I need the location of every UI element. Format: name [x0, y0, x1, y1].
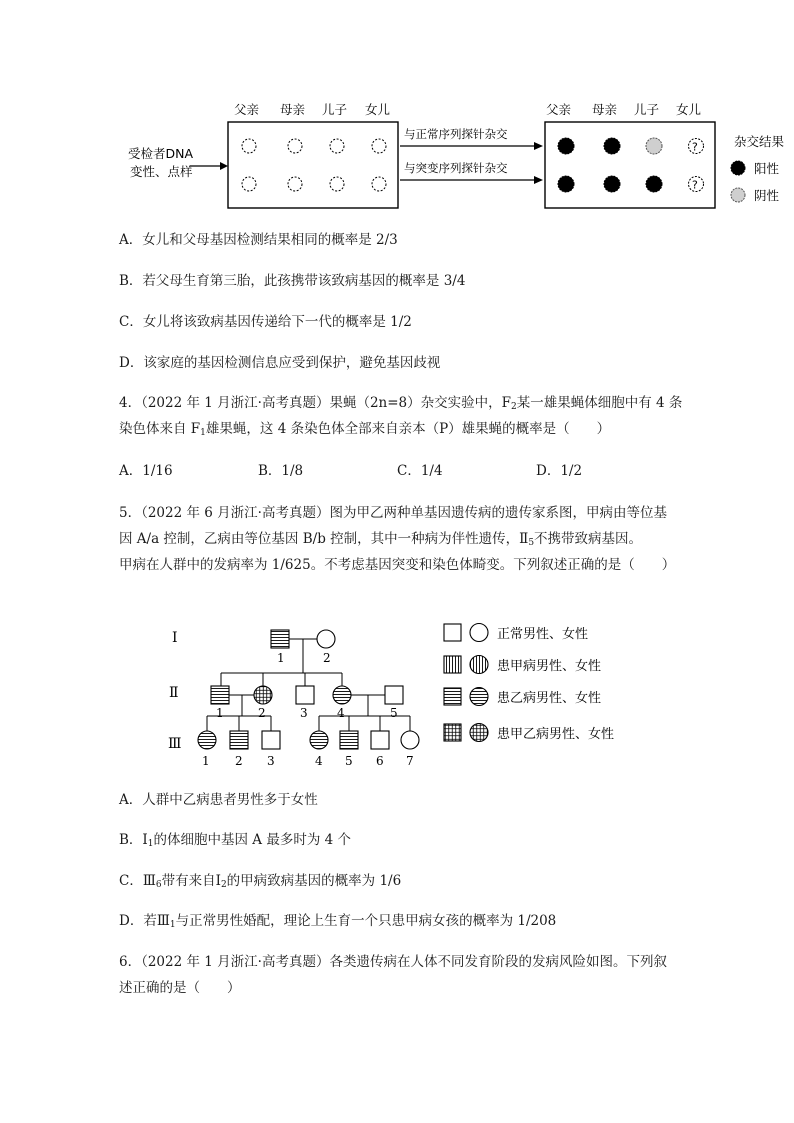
gen3-num-6: 6 — [376, 754, 384, 768]
gen3-num-4: 4 — [315, 754, 323, 768]
legend-jia-female — [470, 656, 488, 674]
left-header-son: 儿子 — [322, 102, 348, 117]
legend-jia-label: 患甲病男性、女性 — [497, 659, 602, 674]
person-III1 — [198, 731, 216, 749]
person-I1 — [271, 630, 289, 648]
q3-option-d: D．该家庭的基因检测信息应受到保护，避免基因歧视 — [119, 355, 441, 371]
right-dot-mother-top — [604, 138, 620, 154]
legend-positive-dot — [731, 161, 745, 175]
right-header-daughter: 女儿 — [676, 102, 702, 117]
gen3-num-1: 1 — [202, 754, 210, 768]
legend-positive-label: 阳性 — [754, 161, 780, 176]
q6-stem-line1: 6．（2022 年 1 月浙江·高考真题）各类遗传病在人体不同发育阶段的发病风险如图。下列叙 — [119, 954, 667, 970]
gen3-num-2: 2 — [235, 754, 243, 768]
gen1-num-2: 2 — [323, 651, 331, 665]
legend-normal-label: 正常男性、女性 — [497, 627, 589, 642]
q4-line2-sub: 1 — [200, 428, 206, 438]
q5-option-c-sub2: 2 — [220, 880, 227, 890]
left-dot-father-top — [242, 139, 256, 153]
legend-normal-male — [444, 624, 461, 641]
left-dot-father-bottom — [242, 177, 256, 191]
left-dots — [242, 139, 386, 191]
right-dot-son-bottom — [646, 176, 662, 192]
person-III2 — [230, 731, 248, 749]
q5-option-c-sub1: 6 — [155, 880, 162, 890]
arrow-top-head — [534, 142, 543, 150]
legend-yi-female — [470, 688, 488, 706]
q4-stem-line2 — [119, 419, 610, 443]
right-header-son: 儿子 — [634, 102, 660, 117]
legend-yi-label: 患乙病男性、女性 — [497, 691, 602, 706]
q4-line1-a: 4．（2022 年 1 月浙江·高考真题）果蝇（2n=8）杂交实验中，F — [119, 395, 512, 411]
input-label-2: 变性、点样 — [130, 164, 193, 179]
q5-option-a: A．人群中乙病患者男性多于女性 — [119, 792, 318, 808]
q5-stem-line1: 5．（2022 年 6 月浙江·高考真题）图为甲乙两种单基因遗传病的遗传家系图，甲病由等位基 — [119, 505, 667, 521]
person-II4 — [333, 686, 351, 704]
gen-label-3: Ⅲ — [168, 736, 182, 752]
person-II1 — [211, 686, 229, 704]
input-arrowhead — [220, 162, 228, 170]
gen-label-2: Ⅱ — [169, 685, 179, 701]
q5-option-b-a: B．Ⅰ — [119, 832, 148, 848]
left-dot-son-top — [330, 139, 344, 153]
right-dot-son-top — [646, 138, 662, 154]
q6-stem-line2: 述正确的是（ ） — [119, 980, 241, 996]
q5-option-d-b: 与正常男性婚配，理论上生育一个只患甲病女孩的概率为 1/208 — [175, 913, 557, 929]
left-dot-mother-top — [288, 139, 302, 153]
arrow-bottom-head — [534, 176, 543, 184]
gen2-num-4: 4 — [337, 706, 345, 720]
q5-line2-a: 因 A/a 控制，乙病由等位基因 B/b 控制，其中一种病为伴性遗传，Ⅱ — [119, 531, 529, 547]
right-dot-daughter-bottom-mark: ? — [692, 178, 698, 192]
person-III6 — [371, 731, 389, 749]
arrow-top-label: 与正常序列探针杂交 — [404, 127, 508, 141]
q5-option-d-sub: 1 — [169, 920, 176, 930]
left-sample-box — [228, 122, 398, 208]
q4-option-a: A．1/16 — [119, 463, 173, 479]
q4-option-c: C．1/4 — [397, 463, 443, 479]
q4-line2-a: 染色体来自 F — [119, 421, 201, 437]
right-dot-mother-bottom — [604, 176, 620, 192]
q5-line2-b: 不携带致病基因。 — [534, 531, 643, 547]
right-result-box — [545, 122, 715, 208]
left-header-daughter: 女儿 — [365, 102, 391, 117]
gen3-num-3: 3 — [267, 754, 275, 768]
gen3-num-7: 7 — [406, 754, 414, 768]
arrow-bottom-label: 与突变序列探针杂交 — [404, 161, 508, 175]
q4-option-d: D．1/2 — [536, 463, 583, 479]
right-header-mother: 母亲 — [592, 102, 618, 117]
q5-option-c-b: 带有来自Ⅰ — [161, 873, 221, 889]
q4-line2-b: 雄果蝇，这 4 条染色体全部来自亲本（P）雄果蝇的概率是（ ） — [205, 421, 611, 437]
q3-option-a: A．女儿和父母基因检测结果相同的概率是 2/3 — [119, 232, 398, 248]
pedigree-chart — [160, 615, 640, 775]
left-dot-mother-bottom — [288, 177, 302, 191]
gen2-num-3: 3 — [300, 706, 308, 720]
q3-option-c: C．女儿将该致病基因传递给下一代的概率是 1/2 — [119, 314, 412, 330]
input-label-1: 受检者DNA — [128, 146, 194, 161]
gen2-num-2: 2 — [258, 706, 266, 720]
legend-both-male — [444, 724, 461, 741]
q5-option-d — [119, 911, 556, 935]
q5-option-b-sub: 1 — [147, 839, 154, 849]
left-dot-daughter-bottom — [372, 177, 386, 191]
q5-option-c — [119, 871, 401, 895]
q5-option-c-a: C．Ⅲ — [119, 873, 156, 889]
legend-both-label: 患甲乙病男性、女性 — [497, 727, 615, 742]
q5-option-c-c: 的甲病致病基因的概率为 1/6 — [226, 873, 402, 889]
person-I2 — [317, 630, 335, 648]
person-II2 — [254, 686, 272, 704]
person-III7 — [401, 731, 419, 749]
legend-negative-label: 阴性 — [754, 188, 780, 203]
right-dot-father-top — [558, 138, 574, 154]
gen2-num-5: 5 — [390, 706, 398, 720]
right-dot-father-bottom — [558, 176, 574, 192]
q5-stem-line2 — [119, 529, 642, 553]
gen2-num-1: 1 — [216, 706, 224, 720]
legend-normal-female — [470, 624, 488, 642]
legend-title: 杂交结果 — [734, 134, 785, 149]
person-II3 — [296, 686, 314, 704]
legend-yi-male — [444, 688, 461, 705]
q5-option-b — [119, 830, 351, 854]
right-dots — [558, 138, 704, 192]
person-II5 — [385, 686, 403, 704]
q3-option-b: B．若父母生育第三胎，此孩携带该致病基因的概率是 3/4 — [119, 273, 466, 289]
right-dot-daughter-top-mark: ? — [692, 140, 698, 154]
gen1-num-1: 1 — [277, 651, 285, 665]
q4-option-b: B．1/8 — [258, 463, 304, 479]
q5-line2-sub: 5 — [528, 538, 535, 548]
q5-option-b-b: 的体细胞中基因 A 最多时为 4 个 — [153, 832, 352, 848]
q5-option-d-a: D．若Ⅲ — [119, 913, 170, 929]
q4-line1-b: 某一雄果蝇体细胞中有 4 条 — [516, 395, 683, 411]
q4-line1-sub: 2 — [511, 402, 517, 412]
person-III3 — [262, 731, 280, 749]
gen-label-1: Ⅰ — [172, 630, 178, 646]
hybridization-figure — [118, 96, 794, 216]
legend-negative-dot — [731, 188, 745, 202]
person-III4 — [310, 731, 328, 749]
left-header-mother: 母亲 — [280, 102, 306, 117]
gen3-num-5: 5 — [345, 754, 353, 768]
left-header-father: 父亲 — [234, 102, 260, 117]
person-III5 — [340, 731, 358, 749]
left-dot-son-bottom — [330, 177, 344, 191]
q4-stem-line1 — [119, 393, 682, 417]
left-dot-daughter-top — [372, 139, 386, 153]
legend-jia-male — [444, 656, 461, 673]
q5-stem-line3: 甲病在人群中的发病率为 1/625。不考虑基因突变和染色体畸变。下列叙述正确的是（ ） — [119, 557, 676, 573]
right-header-father: 父亲 — [546, 102, 572, 117]
legend-both-female — [470, 724, 488, 742]
pedigree-lines — [207, 639, 410, 731]
